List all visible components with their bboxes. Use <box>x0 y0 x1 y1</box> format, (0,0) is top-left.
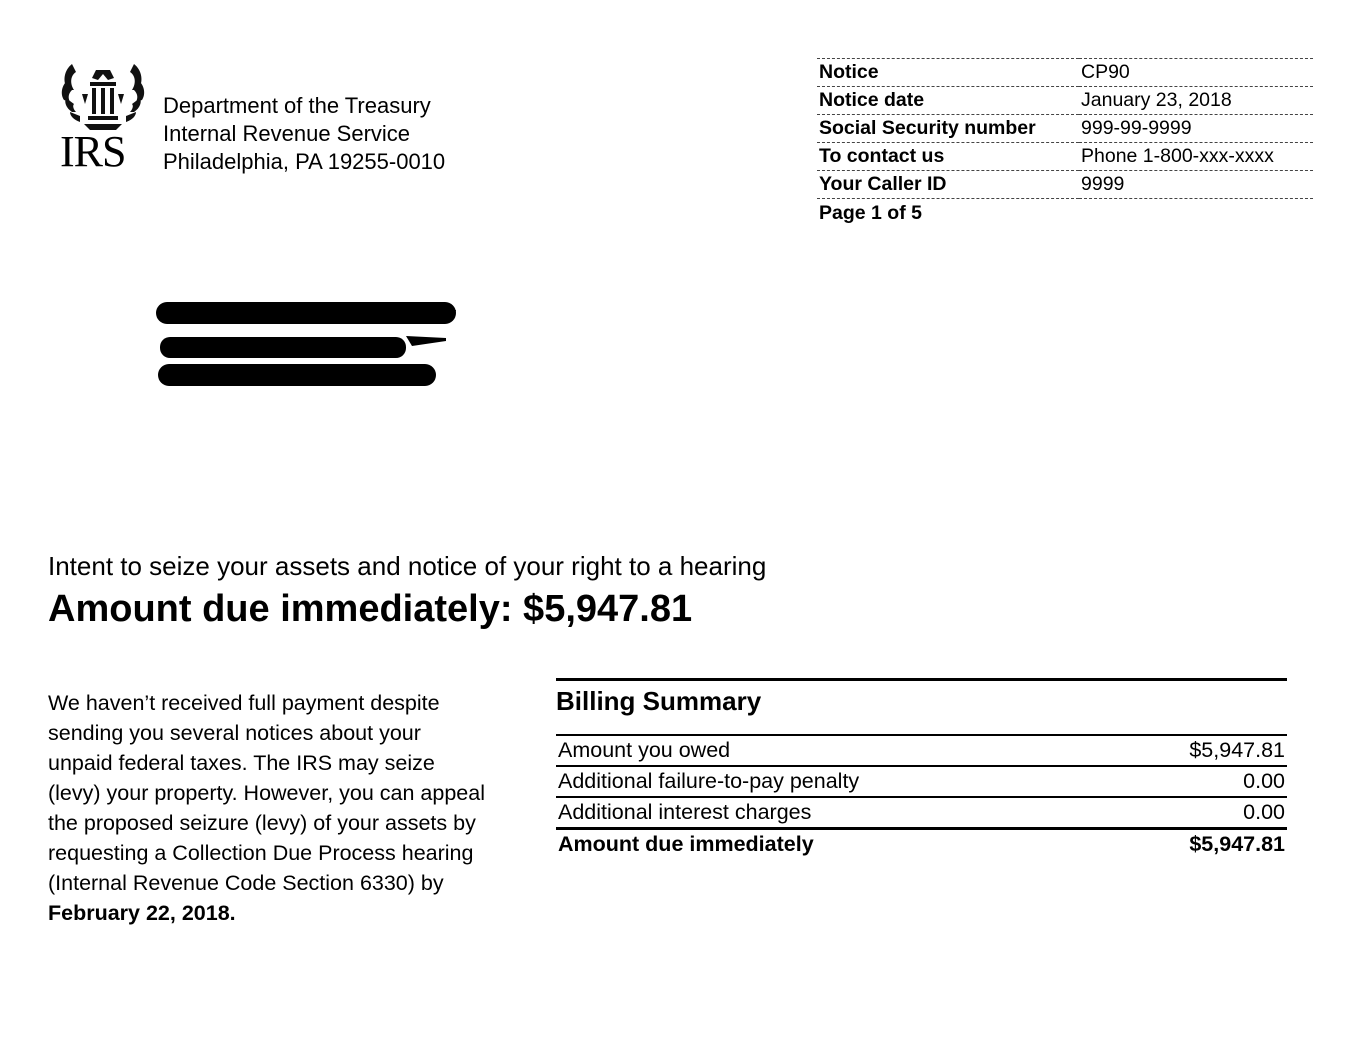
billing-total-label: Amount due immediately <box>556 829 1107 860</box>
notice-info-row <box>817 87 1313 115</box>
notice-info-value: 999-99-9999 <box>1079 115 1313 143</box>
notice-info-label: Social Security number <box>817 115 1079 143</box>
notice-info-row <box>817 143 1313 171</box>
billing-row <box>556 797 1287 829</box>
agency-line-1: Department of the Treasury <box>163 93 431 118</box>
billing-summary <box>556 678 1287 859</box>
eagle-seal-icon <box>60 60 146 130</box>
billing-table <box>556 734 1287 859</box>
billing-row-label: Additional failure-to-pay penalty <box>556 766 1107 797</box>
irs-logo <box>60 60 146 175</box>
redaction-bar <box>156 302 456 324</box>
hearing-deadline: February 22, 2018. <box>48 901 236 925</box>
notice-info-value: 9999 <box>1079 171 1313 199</box>
billing-row <box>556 735 1287 766</box>
billing-summary-title: Billing Summary <box>556 686 762 716</box>
redaction-bar <box>160 337 406 358</box>
notice-info-value: January 23, 2018 <box>1079 87 1313 115</box>
intro-text: We haven’t received full payment despite sending you several notices about your unpaid federal taxes. The IRS may seize (levy) your property. However, you can appeal the proposed seizure (levy) of your assets by requesting a Collection Due Process hearing (Internal Revenue Code Section 6330) by <box>48 691 485 895</box>
agency-address <box>163 92 445 176</box>
redacted-address <box>150 296 470 396</box>
intro-paragraph <box>48 688 488 928</box>
notice-subtitle: Intent to seize your assets and notice of your right to a hearing <box>48 551 767 581</box>
notice-info-value: Phone 1-800-xxx-xxxx <box>1079 143 1313 171</box>
billing-row-value: $5,947.81 <box>1107 735 1287 766</box>
notice-info-row <box>817 59 1313 87</box>
agency-line-2: Internal Revenue Service <box>163 121 411 146</box>
amount-due-heading: Amount due immediately: $5,947.81 <box>48 588 693 630</box>
billing-row-value: 0.00 <box>1107 797 1287 829</box>
agency-line-3: Philadelphia, PA 19255-0010 <box>163 149 446 174</box>
notice-info-table <box>817 58 1313 199</box>
notice-info-row <box>817 171 1313 199</box>
notice-info-label: Notice <box>817 59 1079 87</box>
billing-row <box>556 766 1287 797</box>
page-number: Page 1 of 5 <box>819 202 922 224</box>
billing-total-value: $5,947.81 <box>1107 829 1287 860</box>
irs-logo-text: IRS <box>60 127 126 176</box>
billing-row-label: Amount you owed <box>556 735 1107 766</box>
billing-row-label: Additional interest charges <box>556 797 1107 829</box>
billing-total-row <box>556 829 1287 860</box>
billing-row-value: 0.00 <box>1107 766 1287 797</box>
redaction-bar <box>158 364 436 386</box>
notice-info-value: CP90 <box>1079 59 1313 87</box>
notice-info-row <box>817 115 1313 143</box>
notice-info-label: To contact us <box>817 143 1079 171</box>
notice-info-label: Notice date <box>817 87 1079 115</box>
notice-info-label: Your Caller ID <box>817 171 1079 199</box>
